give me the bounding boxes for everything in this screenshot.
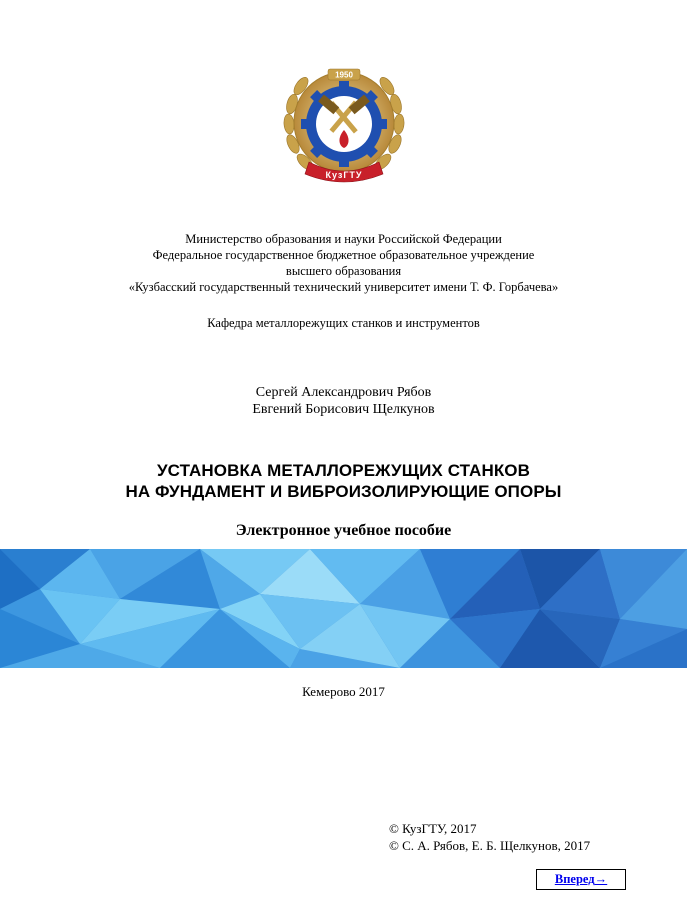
title-line: УСТАНОВКА МЕТАЛЛОРЕЖУЩИХ СТАНКОВ: [157, 461, 530, 480]
copyright-block: [389, 820, 590, 854]
copyright-line: © КузГТУ, 2017: [389, 821, 477, 836]
education-level-line: высшего образования: [285, 264, 402, 278]
copyright-line: © С. А. Рябов, Е. Б. Щелкунов, 2017: [389, 838, 591, 853]
department-name: Кафедра металлорежущих станков и инструментов: [207, 316, 480, 330]
title-line: НА ФУНДАМЕНТ И ВИБРОИЗОЛИРУЮЩИЕ ОПОРЫ: [125, 482, 562, 501]
university-emblem: [279, 62, 409, 190]
ribbon-text: КузГТУ: [325, 170, 363, 180]
ministry-line: Министерство образования и науки Российской Федерации: [185, 232, 502, 246]
forward-button[interactable]: [536, 869, 626, 890]
author-name: Евгений Борисович Щелкунов: [252, 402, 435, 417]
university-name-line: «Кузбасский государственный технический университет имени Т. Ф. Горбачева»: [128, 280, 559, 294]
institution-type-line: Федеральное государственное бюджетное образовательное учреждение: [152, 248, 535, 262]
gear-icon: [301, 81, 387, 167]
institution-block: [0, 231, 687, 295]
document-title: [0, 460, 687, 502]
arrow-right-icon: →: [594, 872, 608, 886]
author-name: Сергей Александрович Рябов: [255, 385, 432, 400]
authors-block: [0, 384, 687, 418]
city-year: Кемерово 2017: [302, 684, 385, 699]
emblem-year: 1950: [335, 70, 353, 80]
document-subtitle: Электронное учебное пособие: [235, 522, 452, 539]
forward-link[interactable]: [555, 872, 607, 887]
decorative-banner: [0, 549, 687, 668]
forward-label: Вперед: [554, 872, 595, 886]
